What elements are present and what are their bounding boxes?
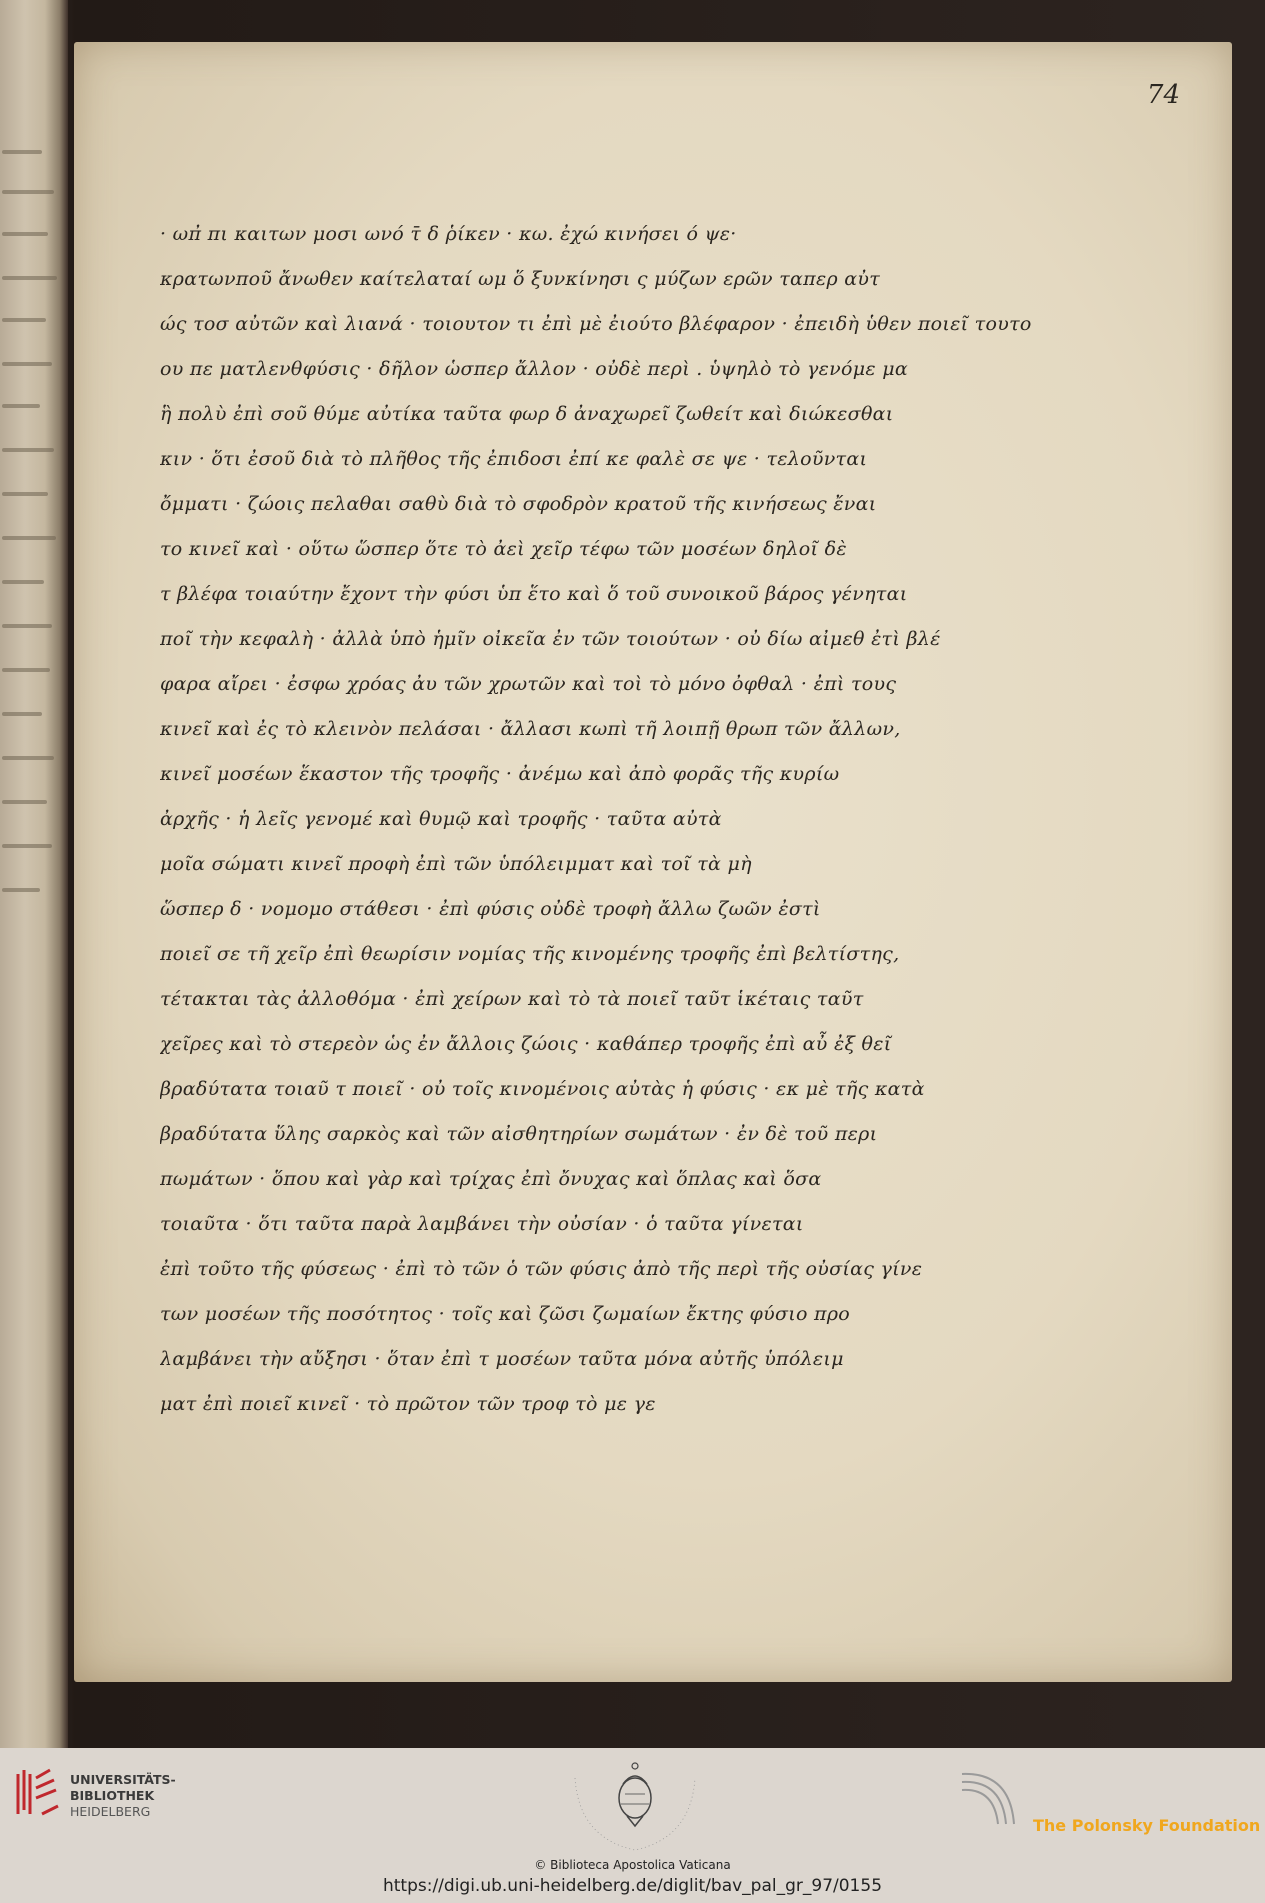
manuscript-line: κρατωνποῦ ἄνωθεν καίτελαταί ωμ ὅ ξυνκίνησι ς μύζων ερῶν ταπερ αὐτ [160, 268, 881, 290]
manuscript-line: κιν · ὅτι ἐσοῦ διὰ τὸ πλῆθος τῆς ἐπιδοσι ἐπί κε φαλὲ σε ψε · τελοῦνται [160, 448, 868, 470]
manuscript-line: τοιαῦτα · ὅτι ταῦτα παρὰ λαμβάνει τὴν οὐσίαν · ὁ ταῦτα γίνεται [160, 1213, 804, 1235]
previous-page-edge [0, 0, 68, 1748]
footer [0, 1748, 1265, 1903]
manuscript-line: ἀρχῆς · ἡ λεῖς γενομέ καὶ θυμῷ καὶ τροφῆς · ταῦτα αὐτὰ [160, 808, 722, 830]
ub-name-line3: HEIDELBERG [70, 1804, 151, 1819]
vatican-library-seal[interactable] [555, 1758, 715, 1868]
manuscript-line: λαμβάνει τὴν αὔξησι · ὅταν ἐπὶ τ μοσέων ταῦτα μόνα αὐτῆς ὑπόλειμ [160, 1348, 844, 1370]
manuscript-page [74, 42, 1232, 1682]
manuscript-line: ώς τοσ αὐτῶν καὶ λιανά · τοιουτον τι ἐπὶ μὲ ἐιούτο βλέφαρον · ἐπειδὴ ὑθεν ποιεῖ τουτο [160, 313, 1032, 335]
papal-seal-icon [555, 1758, 715, 1868]
ub-name-line1: UNIVERSITÄTS- [70, 1772, 176, 1787]
manuscript-line: ματ ἐπὶ ποιεῖ κινεῖ · τὸ πρῶτον τῶν τροφ τὸ με γε [160, 1393, 656, 1415]
polonsky-foundation-name: The Polonsky Foundation [1033, 1816, 1261, 1835]
manuscript-line: πωμάτων · ὅπου καὶ γὰρ καὶ τρίχας ἐπὶ ὄνυχας καὶ ὅπλας καὶ ὅσα [160, 1168, 822, 1190]
manuscript-line: ὥσπερ δ · νομομο στάθεσι · ἐπὶ φύσις οὐδὲ τροφὴ ἄλλω ζωῶν ἐστὶ [160, 898, 821, 920]
ub-logo-icon [14, 1766, 60, 1818]
polonsky-foundation-logo[interactable] [960, 1764, 1260, 1834]
manuscript-line: τέτακται τὰς ἀλλοθόμα · ἐπὶ χείρων καὶ τὸ τὰ ποιεῖ ταῦτ ἱκέταις ταῦτ [160, 988, 864, 1010]
manuscript-line: χεῖρες καὶ τὸ στερεὸν ὡς ἐν ἄλλοις ζώοις · καθάπερ τροφῆς ἐπὶ αὖ ἐξ θεῖ [160, 1033, 892, 1055]
manuscript-line: ἐπὶ τοῦτο τῆς φύσεως · ἐπὶ τὸ τῶν ὁ τῶν φύσις ἀπὸ τῆς περὶ τῆς οὐσίας γίνε [160, 1258, 923, 1280]
manuscript-line: ποιεῖ σε τῆ χεῖρ ἐπὶ θεωρίσιν νομίας τῆς κινομένης τροφῆς ἐπὶ βελτίστης, [160, 943, 900, 965]
manuscript-line: · ωπ̓ πι καιτων μοσι ωνό τ̄ δ ῥίκεν · κω. ἐχώ κινήσει ό ψε· [160, 223, 737, 245]
manuscript-line: βραδύτατα τοιαῦ τ ποιεῖ · οὐ τοῖς κινομένοις αὐτὰς ἡ φύσις · εκ μὲ τῆς κατὰ [160, 1078, 925, 1100]
manuscript-line: το κινεῖ καὶ · οὕτω ὥσπερ ὅτε τὸ ἀεὶ χεῖρ τέφω τῶν μοσέων δηλοῖ δὲ [160, 538, 847, 560]
manuscript-line: κινεῖ καὶ ἐς τὸ κλεινὸν πελάσαι · ἄλλασι κωπὶ τῆ λοιπῇ θρωπ τῶν ἄλλων, [160, 718, 901, 740]
ub-name-line2: BIBLIOTHEK [70, 1788, 155, 1803]
copyright-notice: © Biblioteca Apostolica Vaticana [534, 1858, 731, 1872]
manuscript-line: τ βλέφα τοιαύτην ἔχοντ τὴν φύσι ὑπ ἕτο καὶ ὅ τοῦ συνοικοῦ βάρος γένηται [160, 583, 908, 605]
manuscript-text-block [160, 212, 1090, 1427]
polonsky-arc-icon [960, 1764, 1030, 1834]
manuscript-line: βραδύτατα ὕλης σαρκὸς καὶ τῶν αἰσθητηρίων σωμάτων · ἐν δὲ τοῦ περι [160, 1123, 878, 1145]
manuscript-line: ποῖ τὴν κεφαλὴ · ἀλλὰ ὑπὸ ἡμῖν οἰκεῖα ἐν τῶν τοιούτων · οὐ δίω αἰμεθ ἐτὶ βλέ [160, 628, 941, 650]
manuscript-line: ὄμματι · ζώοις πελαθαι σαθὺ διὰ τὸ σφοδρὸν κρατοῦ τῆς κινήσεως ἔναι [160, 493, 877, 515]
folio-number: 74 [1146, 80, 1180, 110]
manuscript-line: ου πε ματλενθφύσις · δῆλον ὡσπερ ἄλλον · οὐδὲ περὶ . ὑψηλὸ τὸ γενόμε μα [160, 358, 909, 380]
manuscript-line: κινεῖ μοσέων ἕκαστον τῆς τροφῆς · ἀνέμω καὶ ἀπὸ φορᾶς τῆς κυρίω [160, 763, 840, 785]
ub-heidelberg-logo[interactable] [14, 1766, 174, 1836]
manuscript-line: μοῖα σώματι κινεῖ προφὴ ἐπὶ τῶν ὑπόλειμματ καὶ τοῖ τὰ μὴ [160, 853, 752, 875]
permalink-url[interactable]: https://digi.ub.uni-heidelberg.de/diglit/bav_pal_gr_97/0155 [382, 1876, 883, 1896]
manuscript-line: φαρα αἴρει · ἐσφω χρόας ἀυ τῶν χρωτῶν καὶ τοὶ τὸ μόνο ὀφθαλ · ἐπὶ τους [160, 673, 897, 695]
manuscript-line: ἣ πολὺ ἐπὶ σοῦ θύμε αὐτίκα ταῦτα φωρ δ ἀναχωρεῖ ζωθείτ καὶ διώκεσθαι [160, 403, 894, 425]
manuscript-line: των μοσέων τῆς ποσότητος · τοῖς καὶ ζῶσι ζωμαίων ἔκτης φύσιο προ [160, 1303, 851, 1325]
